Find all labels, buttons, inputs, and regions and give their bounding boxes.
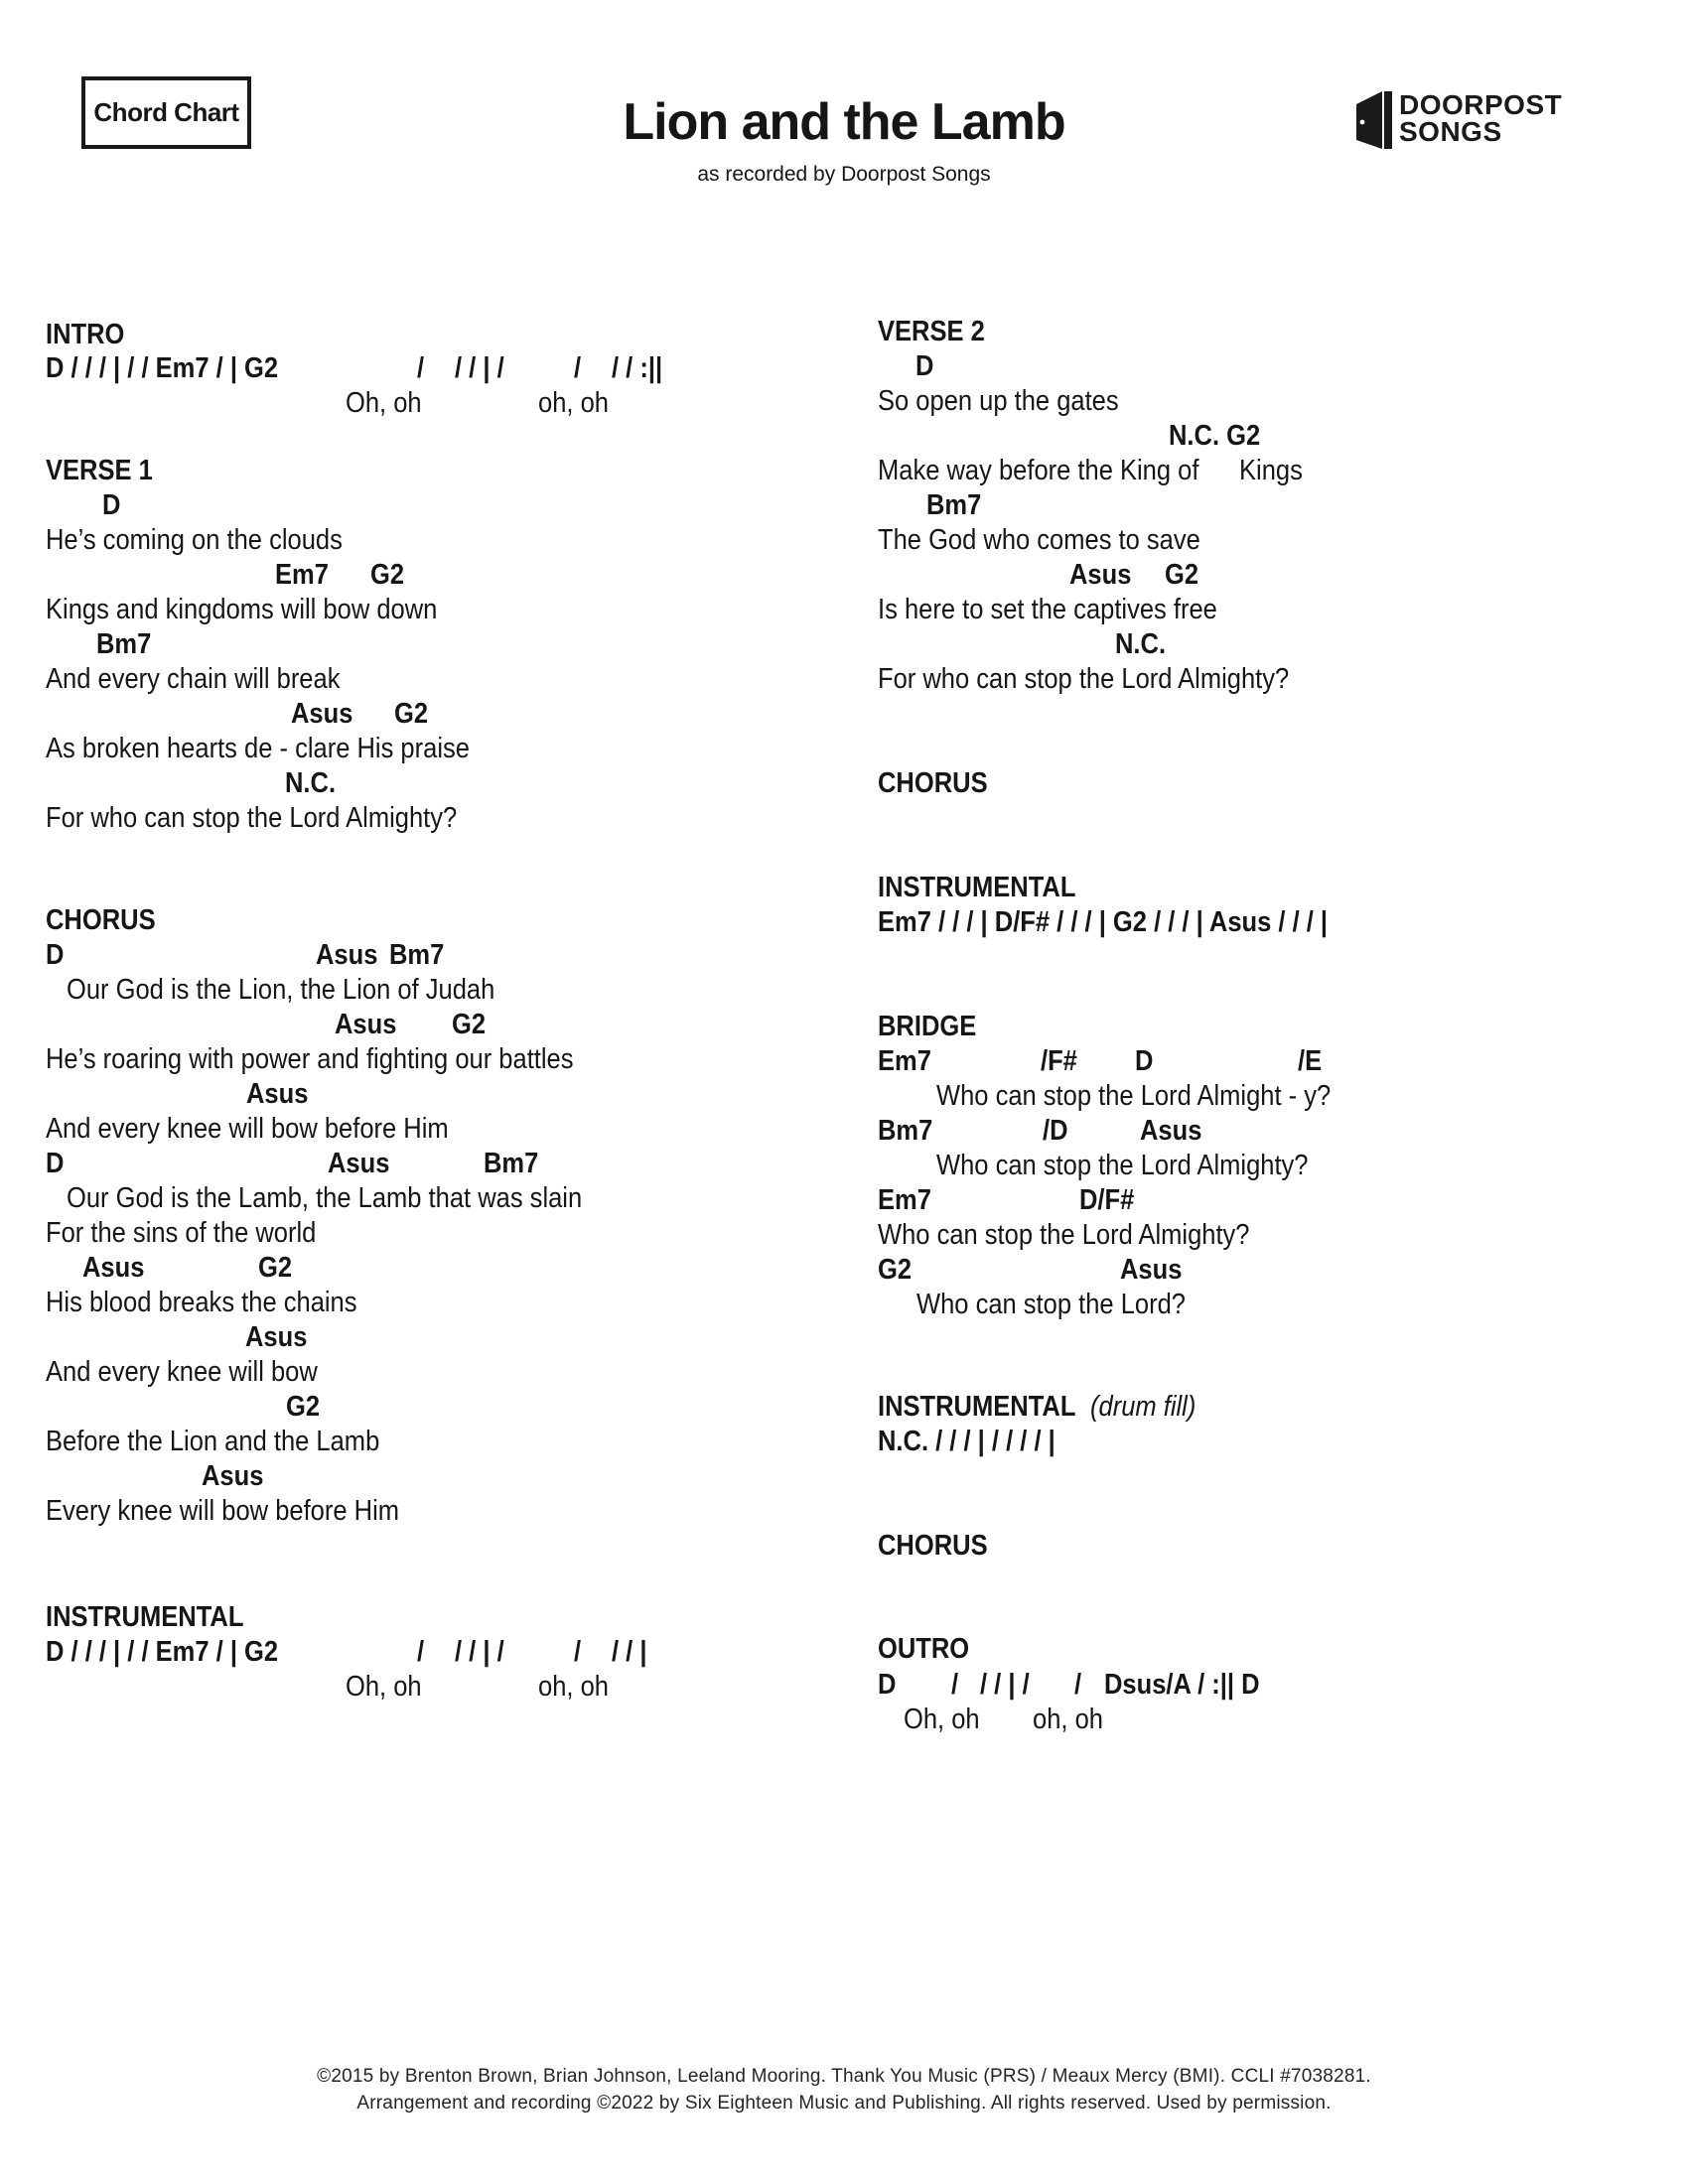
chord-text: Asus: [316, 939, 378, 971]
chord-text: Bm7: [926, 489, 982, 521]
section-label: CHORUS: [878, 1530, 988, 1562]
section-label: INSTRUMENTAL: [878, 1391, 1076, 1423]
lyric-text: He’s roaring with power and fighting our battles: [46, 1043, 574, 1075]
chord-text: /E: [1298, 1045, 1323, 1077]
lyric-text: oh, oh: [538, 387, 609, 419]
chord-text: Bm7: [484, 1148, 539, 1179]
section-label: VERSE 1: [46, 455, 153, 486]
chord-chart-badge-label: Chord Chart: [93, 97, 239, 127]
copyright-line-2: Arrangement and recording ©2022 by Six Eighteen Music and Publishing. All rights reserved. Used by permission.: [356, 2093, 1332, 2114]
section-label: INTRO: [46, 319, 125, 350]
chord-text: Asus: [1069, 559, 1132, 591]
chord-text: /: [574, 352, 582, 384]
lyric-text: Our God is the Lamb, the Lamb that was slain: [67, 1182, 583, 1214]
chord-text: N.C. G2: [1169, 420, 1261, 452]
chord-text: Asus: [1120, 1254, 1183, 1286]
chord-text: / / :||: [612, 352, 663, 384]
chord-text: D / / / | / / Em7 / | G2: [46, 1636, 279, 1668]
chord-text: G2: [258, 1252, 293, 1284]
chord-text: /: [417, 1636, 425, 1668]
lyric-text: Every knee will bow before Him: [46, 1495, 400, 1527]
chord-text: D: [878, 1669, 897, 1701]
lyric-text: So open up the gates: [878, 385, 1119, 417]
lyric-text: oh, oh: [1033, 1704, 1103, 1735]
lyric-text: Who can stop the Lord?: [916, 1289, 1186, 1320]
open-door-icon: [1356, 91, 1394, 149]
chord-text: D: [46, 1148, 65, 1179]
chord-text: Em7: [878, 1184, 931, 1216]
chord-text: / / | /: [455, 352, 504, 384]
logo-line2: SONGS: [1399, 116, 1502, 147]
lyric-text: Who can stop the Lord Almighty?: [878, 1219, 1250, 1251]
lyric-text: And every chain will break: [46, 663, 341, 695]
chord-text: /: [1074, 1669, 1082, 1701]
section-label: CHORUS: [46, 904, 156, 936]
doorpost-songs-logo: [1356, 91, 1562, 149]
section-label: INSTRUMENTAL: [878, 872, 1076, 903]
chord-text: G2: [370, 559, 405, 591]
chord-text: Asus: [245, 1321, 308, 1353]
chord-text: Asus: [82, 1252, 145, 1284]
lyric-text: His blood breaks the chains: [46, 1287, 357, 1318]
logo-text: [1399, 91, 1562, 145]
section-label: OUTRO: [878, 1633, 970, 1665]
chord-text: G2: [452, 1009, 487, 1040]
chord-text: D / / / | / / Em7 / | G2: [46, 352, 279, 384]
lyric-text: And every knee will bow before Him: [46, 1113, 449, 1145]
chord-text: D: [46, 939, 65, 971]
chord-text: N.C.: [1115, 628, 1167, 660]
lyric-text: For who can stop the Lord Almighty?: [46, 802, 458, 834]
chord-text: Asus: [246, 1078, 309, 1110]
lyric-text: Our God is the Lion, the Lion of Judah: [67, 974, 495, 1006]
lyric-text: Oh, oh: [904, 1704, 980, 1735]
section-label: CHORUS: [878, 767, 988, 799]
chord-text: Asus: [291, 698, 353, 730]
chord-text: / / | /: [980, 1669, 1030, 1701]
page-title: Lion and the Lamb: [623, 93, 1065, 151]
lyric-text: As broken hearts de - clare His praise: [46, 733, 470, 764]
section-label: BRIDGE: [878, 1011, 977, 1042]
lyric-text: Kings and kingdoms will bow down: [46, 594, 438, 625]
chord-text: G2: [394, 698, 429, 730]
lyric-text: Make way before the King of: [878, 455, 1199, 486]
lyric-text: Who can stop the Lord Almight - y?: [936, 1080, 1332, 1112]
chord-text: Em7: [275, 559, 329, 591]
chord-text: Asus: [1140, 1115, 1202, 1147]
chord-text: /F#: [1041, 1045, 1077, 1077]
chord-text: N.C. / / / | / / / / |: [878, 1426, 1055, 1457]
page-subtitle: as recorded by Doorpost Songs: [697, 163, 991, 186]
chord-text: /: [951, 1669, 959, 1701]
chord-text: /: [574, 1636, 582, 1668]
lyric-text: Oh, oh: [346, 1671, 422, 1703]
chord-text: D: [1135, 1045, 1154, 1077]
chord-text: / / |: [612, 1636, 647, 1668]
chord-text: Bm7: [878, 1115, 933, 1147]
lyric-text: He’s coming on the clouds: [46, 524, 343, 556]
chord-text: D/F#: [1079, 1184, 1135, 1216]
chord-text: G2: [286, 1391, 321, 1423]
lyric-text: For who can stop the Lord Almighty?: [878, 663, 1290, 695]
lyric-text: Oh, oh: [346, 387, 422, 419]
section-label-suffix: (drum fill): [1090, 1391, 1196, 1423]
lyric-text: Who can stop the Lord Almighty?: [936, 1150, 1309, 1181]
lyric-text: oh, oh: [538, 1671, 609, 1703]
chord-text: Asus: [202, 1460, 264, 1492]
chord-text: Em7 / / / | D/F# / / / | G2 / / / | Asus / / / |: [878, 906, 1329, 938]
section-label: VERSE 2: [878, 316, 985, 347]
lyric-text: For the sins of the world: [46, 1217, 317, 1249]
lyric-text: Kings: [1239, 455, 1303, 486]
copyright-line-1: ©2015 by Brenton Brown, Brian Johnson, Leeland Mooring. Thank You Music (PRS) / Meaux Mercy (BMI). CCLI #7038281.: [317, 2066, 1371, 2087]
chord-text: Asus: [328, 1148, 390, 1179]
lyric-text: Before the Lion and the Lamb: [46, 1426, 380, 1457]
chord-text: N.C.: [285, 767, 337, 799]
chord-text: G2: [1165, 559, 1199, 591]
chord-text: / / | /: [455, 1636, 504, 1668]
lyric-text: The God who comes to save: [878, 524, 1200, 556]
chord-text: Dsus/A / :|| D: [1104, 1669, 1260, 1701]
chord-text: D: [102, 489, 121, 521]
chord-text: G2: [878, 1254, 913, 1286]
logo-line1: DOORPOST: [1399, 89, 1563, 120]
chord-text: Em7: [878, 1045, 931, 1077]
chord-text: Asus: [335, 1009, 397, 1040]
chord-text: /: [417, 352, 425, 384]
lyric-text: And every knee will bow: [46, 1356, 318, 1388]
chord-text: D: [915, 350, 934, 382]
section-label: INSTRUMENTAL: [46, 1601, 244, 1633]
chord-text: Bm7: [389, 939, 445, 971]
chord-text: Bm7: [96, 628, 152, 660]
chord-text: /D: [1043, 1115, 1068, 1147]
lyric-text: Is here to set the captives free: [878, 594, 1217, 625]
